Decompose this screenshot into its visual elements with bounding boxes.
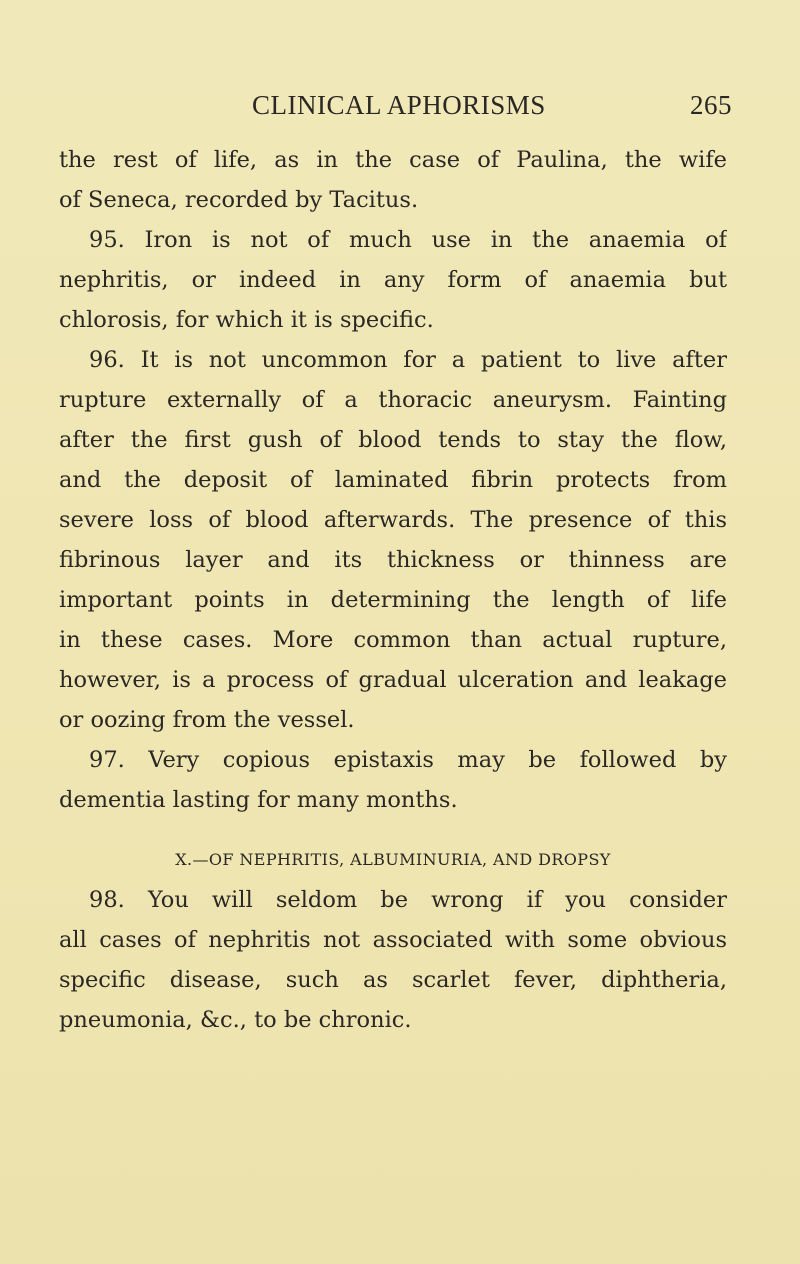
text-line: the rest of life, as in the case of Paulina, the wife [59, 147, 727, 173]
aphorism-96 [59, 340, 727, 740]
aphorism-97 [59, 740, 727, 820]
text-line: in these cases. More common than actual rupture, [59, 627, 727, 653]
aphorism-98 [59, 880, 727, 1040]
text-line: 97. Very copious epistaxis may be followed by [89, 747, 727, 773]
text-line: important points in determining the length of life [59, 587, 727, 613]
text-line: and the deposit of laminated fibrin protects from [59, 467, 727, 493]
text-line: chlorosis, for which it is specific. [59, 307, 434, 333]
paragraph-continued [59, 140, 727, 220]
section-heading: X.—OF NEPHRITIS, ALBUMINURIA, AND DROPSY [175, 850, 611, 869]
text-line: specific disease, such as scarlet fever, diphtheria, [59, 967, 727, 993]
text-line: or oozing from the vessel. [59, 707, 355, 733]
page-body [59, 140, 727, 1040]
text-line: 95. Iron is not of much use in the anaemia of [89, 227, 727, 253]
text-line: fibrinous layer and its thickness or thinness are [59, 547, 727, 573]
text-line: 98. You will seldom be wrong if you consider [89, 887, 727, 913]
text-line: pneumonia, &c., to be chronic. [59, 1007, 412, 1033]
running-title: CLINICAL APHORISMS [252, 90, 546, 120]
page-number: 265 [690, 90, 732, 120]
text-line: severe loss of blood afterwards. The presence of this [59, 507, 727, 533]
text-line: dementia lasting for many months. [59, 787, 458, 813]
text-line: of Seneca, recorded by Tacitus. [59, 187, 419, 213]
running-header [252, 90, 732, 130]
text-line: however, is a process of gradual ulceration and leakage [59, 667, 727, 693]
text-line: 96. It is not uncommon for a patient to live after [89, 347, 727, 373]
text-line: all cases of nephritis not associated with some obvious [59, 927, 727, 953]
text-line: nephritis, or indeed in any form of anaemia but [59, 267, 727, 293]
aphorism-95 [59, 220, 727, 340]
text-line: after the first gush of blood tends to stay the flow, [59, 427, 727, 453]
text-line: rupture externally of a thoracic aneurysm. Fainting [59, 387, 727, 413]
